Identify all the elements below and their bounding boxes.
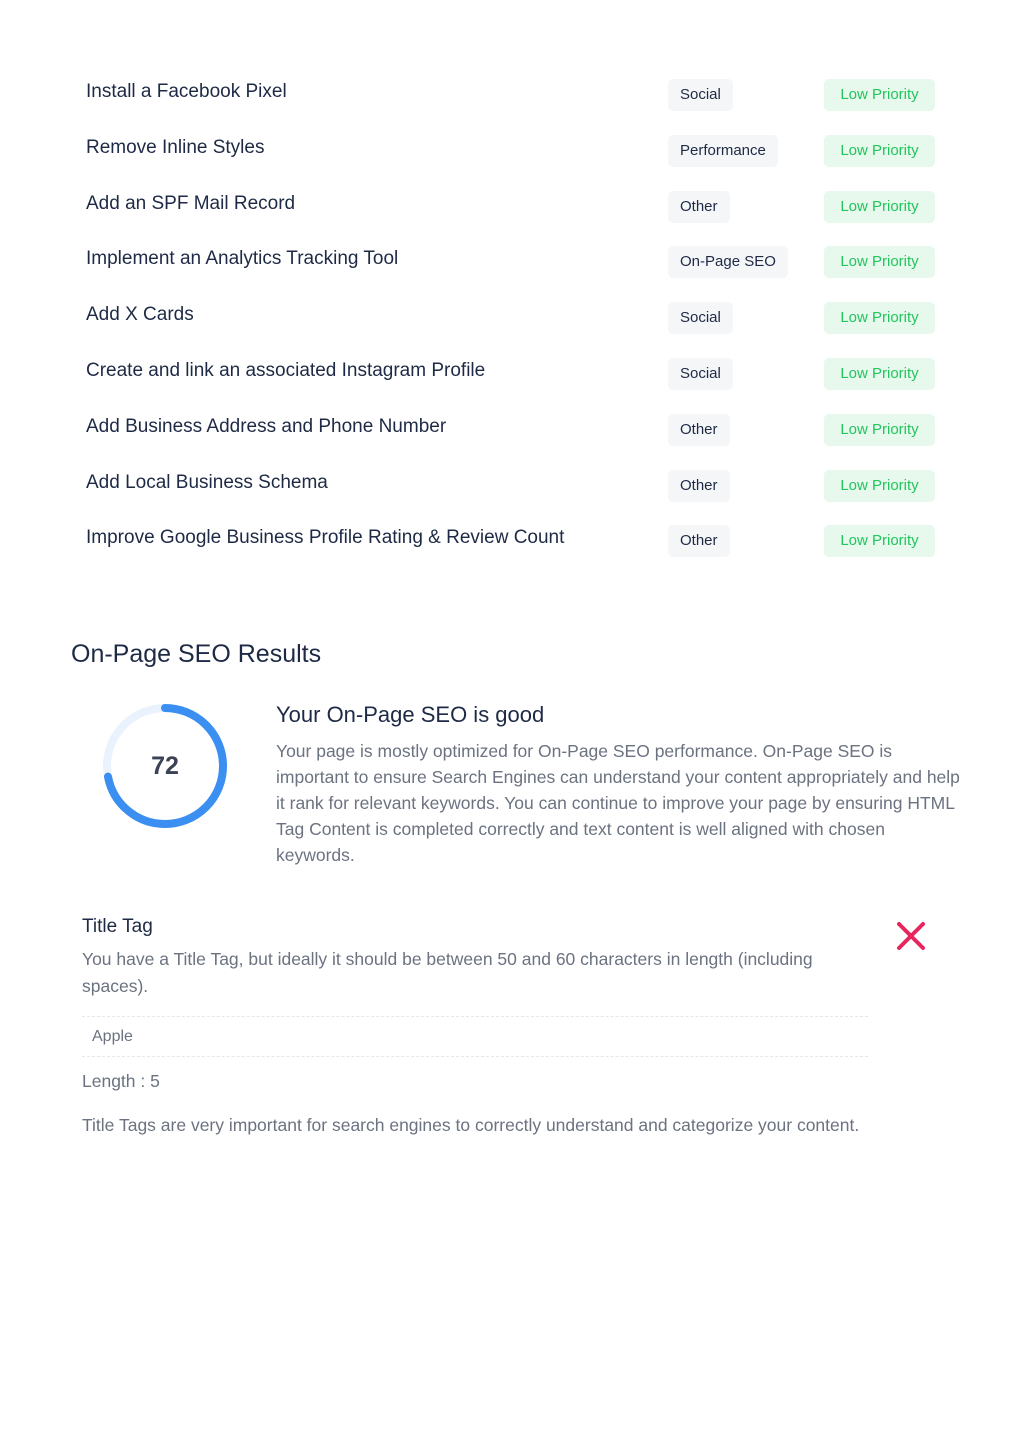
recommendation-row xyxy=(72,122,952,178)
recommendation-row xyxy=(72,233,952,289)
recommendation-row xyxy=(72,457,952,513)
recommendation-row xyxy=(72,178,952,234)
category-badge: Other xyxy=(668,414,730,446)
title-tag-check xyxy=(82,916,872,1138)
category-badge: Social xyxy=(668,302,733,334)
recommendation-title: Implement an Analytics Tracking Tool xyxy=(86,248,399,270)
recommendation-title: Add Business Address and Phone Number xyxy=(86,415,447,437)
category-badge: Performance xyxy=(668,135,778,167)
category-badge: Other xyxy=(668,191,730,223)
check-title: Title Tag xyxy=(82,916,153,937)
check-note: Title Tags are very important for search engines to correctly understand and categorize your content. xyxy=(82,1115,860,1135)
priority-badge: Low Priority xyxy=(824,470,935,502)
recommendation-title: Create and link an associated Instagram Profile xyxy=(86,359,486,381)
summary xyxy=(276,702,966,868)
priority-badge: Low Priority xyxy=(824,79,935,111)
priority-badge: Low Priority xyxy=(824,525,935,557)
recommendation-title: Add X Cards xyxy=(86,304,194,326)
priority-badge: Low Priority xyxy=(824,414,935,446)
category-badge: Other xyxy=(668,470,730,502)
category-badge: Social xyxy=(668,79,733,111)
recommendation-row xyxy=(72,512,952,568)
x-icon xyxy=(895,920,927,952)
section-title: On-Page SEO Results xyxy=(71,640,322,668)
recommendation-title: Remove Inline Styles xyxy=(86,136,265,158)
recommendation-row xyxy=(72,289,952,345)
recommendation-row xyxy=(72,345,952,401)
title-tag-value: Apple xyxy=(82,1016,868,1057)
score-value: 72 xyxy=(151,752,179,780)
category-badge: Social xyxy=(668,358,733,390)
recommendation-row xyxy=(72,401,952,457)
priority-badge: Low Priority xyxy=(824,302,935,334)
priority-badge: Low Priority xyxy=(824,358,935,390)
recommendation-title: Add an SPF Mail Record xyxy=(86,192,296,214)
check-description: You have a Title Tag, but ideally it should be between 50 and 60 characters in length (including spaces). xyxy=(82,949,813,996)
summary-text: Your page is mostly optimized for On-Page SEO performance. On-Page SEO is important to ensure Search Engines can understand your content appropriately and help it rank for relevant keywords. You can continue to improve your page by ensuring HTML Tag Content is completed correctly and text content is well aligned with chosen keywords. xyxy=(276,741,960,865)
priority-badge: Low Priority xyxy=(824,135,935,167)
recommendation-row xyxy=(72,66,952,122)
category-badge: Other xyxy=(668,525,730,557)
priority-badge: Low Priority xyxy=(824,246,935,278)
category-badge: On-Page SEO xyxy=(668,246,788,278)
priority-badge: Low Priority xyxy=(824,191,935,223)
title-tag-length: Length : 5 xyxy=(82,1071,160,1091)
recommendation-title: Install a Facebook Pixel xyxy=(86,81,287,102)
score-gauge xyxy=(101,702,229,830)
recommendation-title: Improve Google Business Profile Rating & Review Count xyxy=(86,527,565,549)
summary-heading: Your On-Page SEO is good xyxy=(276,702,545,727)
recommendation-list xyxy=(72,66,952,568)
recommendation-title: Add Local Business Schema xyxy=(86,471,328,493)
